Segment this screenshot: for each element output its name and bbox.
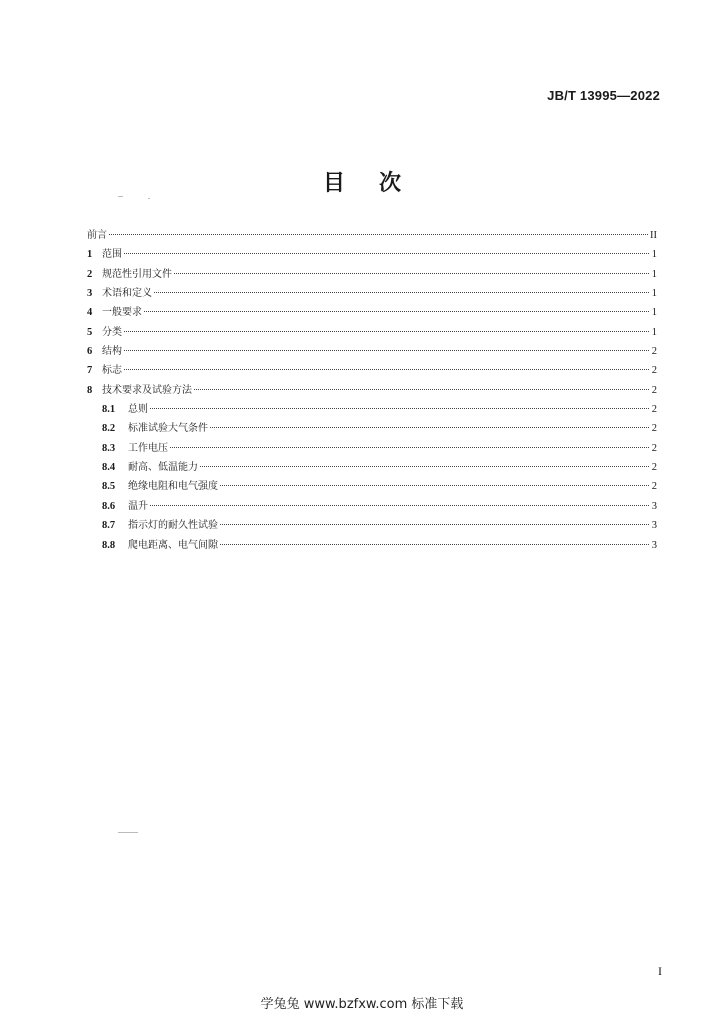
toc-entry-label: 指示灯的耐久性试验	[128, 520, 218, 532]
toc-entry-label: 标志	[102, 365, 122, 377]
toc-entry-page: 2	[651, 384, 657, 396]
toc-entry-number: 3	[87, 288, 93, 300]
scan-speck	[148, 198, 150, 199]
toc-entry-label: 分类	[102, 326, 122, 338]
toc-leader-dots	[220, 524, 649, 525]
toc-leader-dots	[220, 544, 649, 545]
toc-leader-dots	[150, 408, 649, 409]
toc-entry[interactable]	[87, 497, 657, 516]
toc-entry-page: 2	[651, 346, 657, 358]
toc-entry-page: 1	[651, 249, 657, 261]
toc-leader-dots	[154, 292, 649, 293]
toc-entry-number: 8	[87, 384, 93, 396]
toc-entry-label: 技术要求及试验方法	[102, 384, 192, 396]
toc-leader-dots	[124, 350, 649, 351]
toc-entry-page: 2	[651, 423, 657, 435]
watermark-footer: 学兔兔 www.bzfxw.com 标准下载	[260, 997, 464, 1012]
toc-entry-page: 2	[651, 462, 657, 474]
toc-entry-number: 8.5	[102, 481, 116, 493]
toc-entry-number: 8.2	[102, 423, 116, 435]
toc-entry-page: 2	[651, 481, 657, 493]
toc-entry-label: 工作电压	[128, 442, 168, 454]
toc-entry-number: 2	[87, 268, 93, 280]
toc-entry-page: II	[650, 230, 657, 241]
toc-entry-label: 规范性引用文件	[102, 268, 172, 280]
toc-entry-label: 术语和定义	[102, 288, 152, 300]
toc-entry-page: 1	[651, 326, 657, 338]
toc-leader-dots	[170, 447, 649, 448]
page-title: 目次	[322, 171, 435, 196]
toc-entry-number: 8.7	[102, 520, 116, 532]
toc-entry[interactable]	[87, 303, 657, 322]
toc-entry-page: 2	[651, 365, 657, 377]
toc-entry[interactable]	[87, 284, 657, 303]
toc-entry-label: 标准试验大气条件	[128, 423, 208, 435]
toc-entry[interactable]	[87, 323, 657, 342]
toc-entry-number: 4	[87, 307, 93, 319]
toc-leader-dots	[150, 505, 649, 506]
toc-entry-page: 1	[651, 268, 657, 280]
toc-leader-dots	[144, 311, 649, 312]
toc-entry[interactable]	[87, 516, 657, 535]
toc-entry-number: 8.6	[102, 500, 116, 512]
toc-entry-page: 1	[651, 307, 657, 319]
toc-entry[interactable]	[87, 477, 657, 496]
toc-entry-number: 8.4	[102, 462, 116, 474]
toc-leader-dots	[220, 485, 649, 486]
toc-leader-dots	[194, 389, 649, 390]
toc-entry-label: 总则	[128, 404, 148, 416]
toc-entry-label: 范围	[102, 249, 122, 261]
toc-entry-number: 6	[87, 346, 93, 358]
toc-entry[interactable]	[87, 342, 657, 361]
toc-entry-number: 8.3	[102, 442, 116, 454]
toc-entry-number: 7	[87, 365, 93, 377]
toc-entry-number: 5	[87, 326, 93, 338]
toc-entry-page: 1	[651, 288, 657, 300]
toc-leader-dots	[200, 466, 649, 467]
toc-entry[interactable]	[87, 245, 657, 264]
toc-entry-number: 8.1	[102, 404, 116, 416]
toc-entry-label: 温升	[128, 500, 148, 512]
standard-code: JB/T 13995—2022	[547, 88, 660, 103]
scan-speck	[118, 196, 123, 197]
toc-entry-page: 3	[651, 539, 657, 551]
toc-entry-page: 3	[651, 500, 657, 512]
toc-leader-dots	[174, 273, 649, 274]
toc-entry[interactable]	[87, 439, 657, 458]
toc-leader-dots	[124, 253, 649, 254]
toc-entry[interactable]	[87, 265, 657, 284]
toc-entry[interactable]	[87, 536, 657, 555]
toc-entry-page: 2	[651, 404, 657, 416]
scan-speck	[118, 832, 138, 833]
toc-leader-dots	[210, 427, 649, 428]
toc-leader-dots	[109, 234, 648, 235]
toc-entry-label: 结构	[102, 346, 122, 358]
toc-entry-label: 绝缘电阻和电气强度	[128, 481, 218, 493]
toc-entry-number: 8.8	[102, 539, 116, 551]
toc-entry[interactable]	[87, 381, 657, 400]
toc-entry[interactable]	[87, 361, 657, 380]
toc-entry-label: 前言	[87, 230, 107, 241]
toc-entry-page: 3	[651, 520, 657, 532]
toc-entry[interactable]	[87, 400, 657, 419]
toc-leader-dots	[124, 331, 649, 332]
toc-entry-page: 2	[651, 442, 657, 454]
toc-leader-dots	[124, 369, 649, 370]
toc-entry-label: 爬电距离、电气间隙	[128, 539, 218, 551]
toc-entry-label: 一般要求	[102, 307, 142, 319]
toc-entry-label: 耐高、低温能力	[128, 462, 198, 474]
table-of-contents	[87, 226, 657, 555]
toc-entry[interactable]	[87, 226, 657, 245]
toc-entry[interactable]	[87, 419, 657, 438]
toc-entry-number: 1	[87, 249, 93, 261]
page-number: I	[658, 964, 662, 978]
toc-entry[interactable]	[87, 458, 657, 477]
